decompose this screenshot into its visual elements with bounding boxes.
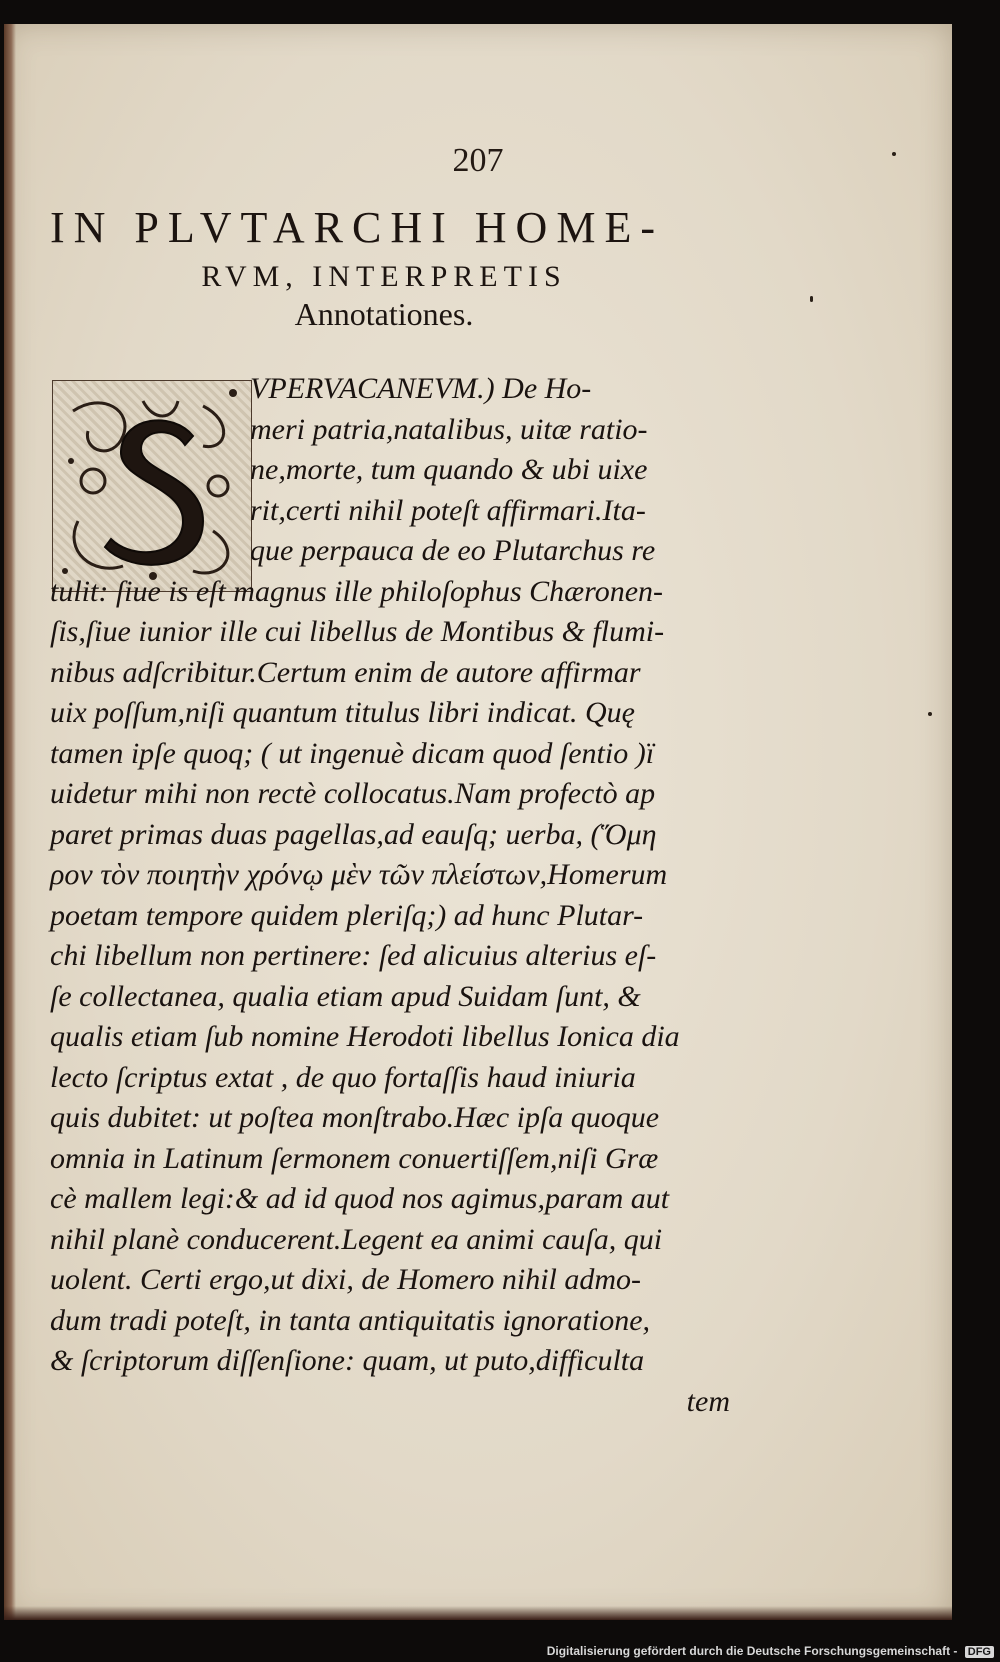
page-number: 207 bbox=[452, 142, 504, 179]
text-line: poetam tempore quidem pleriſq;) ad hunc Plutar- bbox=[50, 898, 644, 932]
text-line: que perpauca de eo Plutarchus re bbox=[250, 534, 656, 567]
text-line: lecto ſcriptus extat , de quo fortaſſis haud iniuria bbox=[50, 1060, 636, 1094]
text-line: uidetur mihi non rectè collocatus.Nam profectò ap bbox=[50, 777, 656, 810]
text-line: tem bbox=[686, 1384, 730, 1418]
heading-line-2: RVM, INTERPRETIS bbox=[201, 260, 567, 293]
text-line: & ſcriptorum diſſenſione: quam, ut puto,difficulta bbox=[50, 1344, 645, 1377]
text-line: meri patria,natalibus, uitæ ratio- bbox=[250, 412, 648, 446]
text-line: rit,certi nihil poteſt affirmari.Ita- bbox=[250, 493, 646, 527]
heading-line-1: IN PLVTARCHI HOME- bbox=[50, 203, 664, 252]
text-line: ne,morte, tum quando & ubi uixe bbox=[250, 453, 648, 486]
text-line: uix poſſum,niſi quantum titulus libri indicat. Quę bbox=[50, 696, 635, 729]
credit-text: Digitalisierung gefördert durch die Deutsche Forschungsgemeinschaft - bbox=[546, 1644, 958, 1658]
text-line: ρον τὸν ποιητὴν χρόνῳ μὲν τῶν πλείστων,Homerum bbox=[50, 858, 668, 891]
text-line: dum tradi poteſt, in tanta antiquitatis ignoratione, bbox=[50, 1303, 651, 1337]
text-line: nihil planè conducerent.Legent ea animi cauſa, qui bbox=[50, 1222, 663, 1256]
body-text bbox=[50, 369, 730, 1422]
book-page bbox=[4, 24, 952, 1620]
text-line: tamen ipſe quoq; ( ut ingenuè dicam quod ſentio )ï bbox=[50, 736, 655, 770]
text-line: chi libellum non pertinere: ſed alicuius alterius eſ- bbox=[50, 939, 657, 972]
text-line: uolent. Certi ergo,ut dixi, de Homero nihil admo- bbox=[50, 1263, 642, 1296]
text-line: nibus adſcribitur.Certum enim de autore affirmar bbox=[50, 655, 641, 689]
text-line: qualis etiam ſub nomine Herodoti libellus Ionica dia bbox=[50, 1020, 680, 1053]
text-line: quis dubitet: ut poſtea monſtrabo.Hæc ipſa quoque bbox=[50, 1101, 660, 1134]
text-line: omnia in Latinum ſermonem conuertiſſem,niſi Græ bbox=[50, 1141, 659, 1175]
ink-speck bbox=[810, 296, 813, 302]
text-line: ſis,ſiue iunior ille cui libellus de Montibus & flumi- bbox=[50, 615, 665, 648]
page-bottom-edge bbox=[4, 1606, 952, 1620]
heading-line-3: Annotationes. bbox=[294, 296, 474, 332]
digitization-credit bbox=[547, 1644, 994, 1658]
text-line: ſe collectanea, qualia etiam apud Suidam ſunt, & bbox=[50, 979, 641, 1013]
ink-speck bbox=[928, 712, 932, 716]
dfg-logo-icon: DFG bbox=[965, 1646, 994, 1658]
text-line: cè mallem legi:& ad id quod nos agimus,param aut bbox=[50, 1182, 670, 1215]
ink-speck bbox=[892, 152, 896, 156]
text-line: tulit: ſiue is eſt magnus ille philoſophus Chæronen- bbox=[50, 574, 664, 608]
text-line: paret primas duas pagellas,ad eauſq; uerba, (Ὅμη bbox=[50, 817, 657, 851]
text-line: VPERVACANEVM.) De Ho- bbox=[250, 372, 592, 405]
